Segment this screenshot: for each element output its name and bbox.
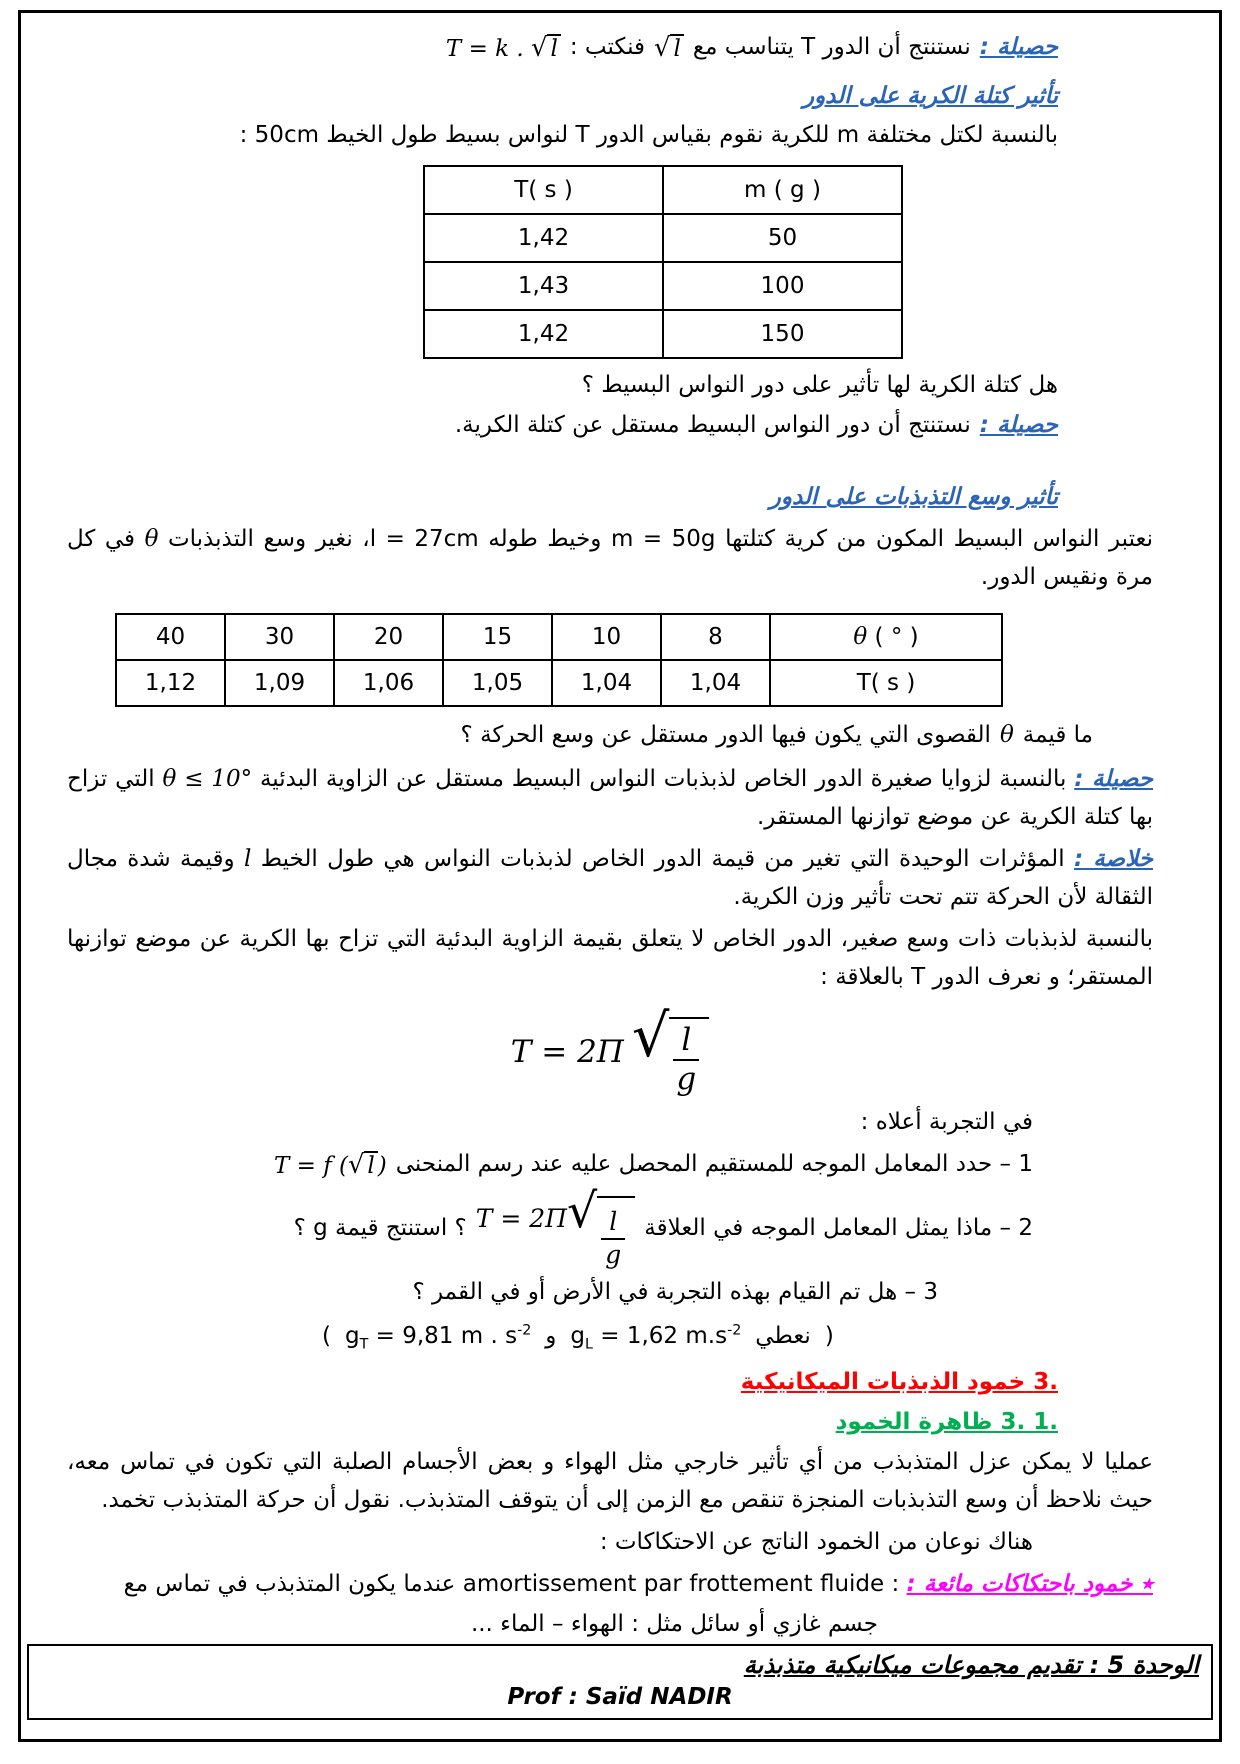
cell-theta: 15 [443, 614, 552, 660]
sqrt-l-symbol [654, 27, 684, 70]
fraction-numerator: l [601, 1208, 625, 1240]
cell-mass: 50 [663, 214, 902, 262]
question-text: ؟ استنتج قيمة g ؟ [293, 1215, 467, 1242]
fraction-denominator: g [676, 1061, 697, 1098]
amplitude-period-table [115, 613, 1003, 707]
conclusion-paragraph [67, 841, 1153, 917]
question-3: 3 – هل تم القيام بهذه التجربة في الأرض أو في القمر ؟ [412, 1278, 938, 1305]
experiment-intro: في التجربة أعلاه : [860, 1108, 1033, 1135]
question-text: 2 – ماذا يمثل المعامل الموجه في العلاقة [644, 1215, 1033, 1242]
mass-question: هل كتلة الكرية لها تأثير على دور النواس البسيط ؟ [581, 372, 1058, 399]
close-paren: ) [824, 1322, 834, 1349]
cell-mass: 100 [663, 262, 902, 310]
footer-prof-name: Prof : Saïd NADIR [507, 1684, 733, 1711]
text-fragment: المؤثرات الوحيدة التي تغير من قيمة الدور الخاص لذبذبات النواس هي طول الخيط [260, 845, 1065, 872]
mass-result [67, 407, 1058, 445]
period-formula-display [67, 1000, 1153, 1098]
mass-value: m = 50g [610, 526, 716, 553]
subsection-heading-damping-phenomenon [67, 1404, 1058, 1442]
formula-t-f-sqrt-l [274, 1144, 387, 1187]
period-formula-inline [475, 1184, 636, 1270]
table-row [424, 214, 902, 262]
fluid-friction-line [67, 1566, 1153, 1604]
damping-two-types: هناك نوعان من الخمود الناتج عن الاحتكاكات : [599, 1528, 1033, 1555]
cell-period: 1,04 [552, 660, 661, 706]
radical-expression [567, 1184, 635, 1270]
result-label: حصيلة : [1074, 766, 1154, 792]
text-fragment: وقيمة شدة مجال الثقالة لأن الحركة تتم تحت تأثير وزن الكرية. [67, 845, 1153, 910]
formula-lhs: T = 2Π [510, 1034, 624, 1071]
radical-sign: √ [567, 1184, 598, 1240]
cell-theta: 30 [225, 614, 334, 660]
formula-close: ) [377, 1152, 387, 1179]
result-text: بالنسبة لزوايا صغيرة الدور الخاص لذبذبات النواس البسيط مستقل عن الزاوية البدئية [259, 766, 1067, 792]
question-text: 1 – حدد المعامل الموجه للمستقيم المحصل عليه عند رسم المنحنى [395, 1151, 1033, 1178]
cell-period: 1,42 [424, 310, 663, 358]
cell-theta: 20 [334, 614, 443, 660]
formula-lhs: T = k . [445, 36, 524, 62]
result-period-proportional [67, 27, 1058, 70]
radical-sign: √ [347, 1149, 365, 1180]
section-number: 3. [1033, 1369, 1058, 1396]
amplitude-intro [67, 521, 1153, 597]
header-period: T( s ) [424, 166, 663, 214]
g-earth-value: $g_T = 9,81$ m . $s^{-2}$ [344, 1322, 532, 1353]
footer-unit-title: الوحدة 5 : تقديم مجموعات ميكانيكية متذبذبة [743, 1650, 1199, 1679]
result-text: نستنتج أن دور النواس البسيط مستقل عن كتلة الكرية. [454, 412, 971, 439]
theta-unit: ( ° ) [874, 624, 919, 651]
text-fragment: ما قيمة [1022, 722, 1093, 749]
header-period: T( s ) [770, 660, 1002, 706]
fluid-damping-label: ٭ خمود باحتكاكات مائعة : [906, 1570, 1153, 1597]
fraction-denominator: g [605, 1240, 622, 1269]
cell-period: 1,04 [661, 660, 770, 706]
formula-lhs: T = f ( [273, 1152, 348, 1179]
text-fragment: وخيط طوله [488, 526, 602, 553]
conclusion-label: خلاصة : [1073, 845, 1154, 872]
amplitude-result [67, 761, 1153, 837]
result-text: نستنتج أن الدور T يتناسب مع [692, 34, 971, 61]
result-connector: فنكتب : [569, 34, 646, 61]
text-fragment: القصوى التي يكون فيها الدور مستقل عن وسع الحركة ؟ [460, 722, 991, 749]
cell-period: 1,12 [116, 660, 225, 706]
length-value: l = 27cm [369, 526, 479, 553]
result-text: التي تزاح بها كتلة الكرية عن موضع توازنها المستقر. [67, 766, 1153, 830]
cell-mass: 150 [663, 310, 902, 358]
theta-symbol: θ [853, 624, 868, 651]
radicand: l [547, 34, 560, 62]
radical-sign: √ [531, 33, 548, 63]
radicand-box [669, 1017, 709, 1098]
exponent: -2 [517, 1322, 532, 1339]
cell-period: 1,43 [424, 262, 663, 310]
damping-paragraph: عمليا لا يمكن عزل المتذبذب من أي تأثير خارجي مثل الهواء و بعض الأجسام الصلبة التي تكون في تماس معه، حيث نلاحظ أن وسع التذبذبات المنجزة تنقص مع الزمن إلى أن يتوقف المتذبذب. نقول أن حركة المتذبذب تخمد. [67, 1448, 1153, 1513]
header-theta [770, 614, 1002, 660]
cell-theta: 10 [552, 614, 661, 660]
table-row [424, 310, 902, 358]
formula-t-k-sqrt-l [446, 27, 561, 70]
text-fragment: ، نغير وسع التذبذبات [167, 526, 370, 553]
radical-sign: √ [654, 33, 671, 63]
fluid-friction-line-2: جسم غازي أو سائل مثل : الهواء – الماء ... [470, 1610, 878, 1637]
table-header-row [424, 166, 902, 214]
cell-period: 1,06 [334, 660, 443, 706]
length-symbol: l [244, 845, 252, 872]
theta-symbol: θ [999, 722, 1014, 749]
mass-period-table [423, 165, 903, 359]
radicand: l [670, 34, 683, 62]
given-values-line [322, 1318, 834, 1356]
small-amplitude-note: بالنسبة لذبذبات ذات وسع صغير، الدور الخاص لا يتعلق بقيمة الزاوية البدئية التي تزاح بها الكرية عن موضع توازنها المستقر؛ و نعرف الدور T بالعلاقة : [67, 925, 1153, 990]
subscript: L [585, 1336, 593, 1353]
text-fragment: عندما يكون المتذبذب في تماس مع [123, 1570, 456, 1597]
angle-condition: θ ≤ 10° [162, 766, 253, 792]
fraction [601, 1208, 625, 1270]
subscript: T [359, 1336, 369, 1353]
radicand: l [364, 1151, 377, 1179]
physics-lesson-page [18, 10, 1222, 1742]
cell-theta: 40 [116, 614, 225, 660]
question-2 [67, 1184, 1033, 1270]
section-title: خمود الذبذبات الميكانيكية [740, 1369, 1026, 1396]
fraction [673, 1023, 699, 1098]
exponent: -2 [727, 1322, 742, 1339]
radicand-box [597, 1196, 635, 1270]
section-heading-damping [67, 1364, 1058, 1402]
french-term: amortissement par frottement fluide : [462, 1570, 900, 1597]
cell-period: 1,05 [443, 660, 552, 706]
cell-theta: 8 [661, 614, 770, 660]
mass-intro-text: بالنسبة لكتل مختلفة m للكرية نقوم بقياس الدور T لنواس بسيط طول الخيط 50cm : [239, 122, 1058, 149]
formula-lhs: T = 2Π [475, 1204, 567, 1234]
question-1 [67, 1144, 1033, 1187]
subsection-number: 3. 1. [1000, 1409, 1058, 1436]
section-heading-mass-effect: تأثير كتلة الكرية على الدور [802, 82, 1058, 109]
text-fragment: في كل مرة ونقيس الدور. [67, 526, 1153, 591]
and-word: و [545, 1322, 557, 1349]
given-word: نعطي [755, 1322, 811, 1349]
cell-period: 1,09 [225, 660, 334, 706]
table-row [424, 262, 902, 310]
theta-symbol: θ [144, 526, 159, 553]
document-content [21, 13, 1219, 1644]
table-row [116, 660, 1002, 706]
table-header-row [116, 614, 1002, 660]
section-heading-amplitude-effect: تأثير وسع التذبذبات على الدور [769, 484, 1058, 511]
amplitude-question [67, 717, 1093, 755]
radical-sign: √ [631, 1000, 670, 1070]
text-fragment: نعتبر النواس البسيط المكون من كرية كتلتها [725, 526, 1154, 553]
footer [27, 1644, 1213, 1721]
result-label: حصيلة : [979, 412, 1058, 439]
header-mass: m ( g ) [663, 166, 902, 214]
open-paren: ( [322, 1322, 331, 1349]
radical-expression [631, 1000, 709, 1098]
cell-period: 1,42 [424, 214, 663, 262]
subsection-title: ظاهرة الخمود [835, 1409, 993, 1436]
g-moon-value: $g_L = 1,62$ $m.s^{-2}$ [570, 1322, 742, 1353]
result-label: حصيلة : [979, 34, 1058, 61]
fraction-numerator: l [673, 1023, 699, 1062]
